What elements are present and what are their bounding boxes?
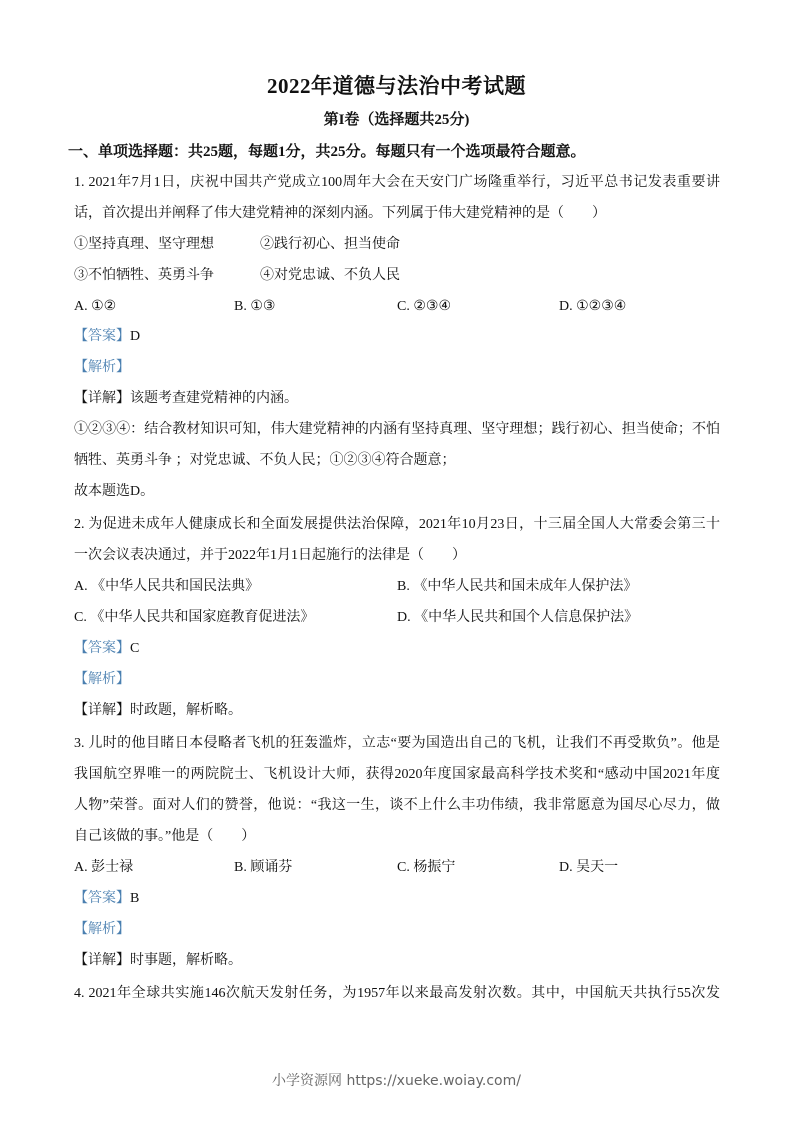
q1-statement-3: ③不怕牺牲、英勇斗争 (74, 268, 214, 283)
q2-option-b: B. 《中华人民共和国未成年人保护法》 (397, 579, 638, 594)
q1-statement-1: ①坚持真理、坚守理想 (74, 237, 214, 252)
q2-answer (74, 639, 139, 659)
q3-detail (74, 951, 242, 971)
q2-stem-line-2: 一次会议表决通过，并于2022年1月1日起施行的法律是（ ） (74, 548, 466, 563)
q1-detail-line-4: 故本题选D。 (74, 484, 155, 499)
q2-option-d: D. 《中华人民共和国个人信息保护法》 (397, 610, 639, 625)
q1-analysis-label: 【解析】 (74, 360, 130, 375)
q2-detail (74, 701, 242, 721)
q4-stem-line-1: 4. 2021年全球共实施146次航天发射任务，为1957年以来最高发射次数。其中，中国航天共执行55次发 (74, 986, 720, 1001)
answer-value: C (130, 641, 140, 656)
answer-label: 【答案】 (74, 641, 130, 656)
page-title: 2022年道德与法治中考试题 (267, 74, 526, 98)
answer-value: D (130, 329, 141, 344)
q1-detail-line-1: 该题考查建党精神的内涵。 (130, 391, 298, 406)
q1-detail-line-2: ①②③④：结合教材知识可知，伟大建党精神的内涵有坚持真理、坚守理想；践行初心、担当使命；不怕 (74, 422, 720, 437)
answer-label: 【答案】 (74, 891, 130, 906)
answer-label: 【答案】 (74, 329, 130, 344)
q2-option-a: A. 《中华人民共和国民法典》 (74, 579, 260, 594)
detail-label: 【详解】 (74, 391, 130, 406)
q2-option-c: C. 《中华人民共和国家庭教育促进法》 (74, 610, 315, 625)
q3-stem-line-1: 3. 儿时的他目睹日本侵略者飞机的狂轰滥炸，立志“要为国造出自己的飞机，让我们不再受欺负”。他是 (74, 736, 720, 751)
q1-option-a: A. ①② (74, 299, 117, 314)
detail-label: 【详解】 (74, 703, 130, 718)
q3-answer (74, 889, 139, 909)
q3-stem-line-3: 人物”荣誉。面对人们的赞誉，他说：“我这一生，谈不上什么丰功伟绩，我非常愿意为国尽心尽力，做 (74, 798, 720, 813)
q2-analysis-label: 【解析】 (74, 672, 130, 687)
q1-stem-line-1: 1. 2021年7月1日，庆祝中国共产党成立100周年大会在天安门广场隆重举行，习近平总书记发表重要讲 (74, 175, 720, 190)
q1-statement-2: ②践行初心、担当使命 (260, 237, 400, 252)
q3-stem-line-2: 我国航空界唯一的两院院士、飞机设计大师，获得2020年度国家最高科学技术奖和“感动中国2021年度 (74, 767, 720, 782)
q3-option-a: A. 彭士禄 (74, 860, 134, 875)
q3-stem-line-4: 自己该做的事。”他是（ ） (74, 829, 256, 844)
q1-statement-4: ④对党忠诚、不负人民 (260, 268, 400, 283)
q3-detail-line-1: 时事题，解析略。 (130, 953, 242, 968)
q1-answer (74, 327, 140, 347)
q2-stem-line-1: 2. 为促进未成年人健康成长和全面发展提供法治保障，2021年10月23日，十三届全国人大常委会第三十 (74, 517, 720, 532)
page-subtitle: 第I卷（选择题共25分) (323, 112, 470, 128)
q1-option-b: B. ①③ (234, 299, 276, 314)
q1-option-d: D. ①②③④ (559, 299, 627, 314)
answer-value: B (130, 891, 140, 906)
q3-option-c: C. 杨振宁 (397, 860, 456, 875)
q3-analysis-label: 【解析】 (74, 922, 130, 937)
q3-option-d: D. 吴天一 (559, 860, 619, 875)
q2-detail-line-1: 时政题，解析略。 (130, 703, 242, 718)
detail-label: 【详解】 (74, 953, 130, 968)
q1-option-c: C. ②③④ (397, 299, 451, 314)
q3-option-b: B. 顾诵芬 (234, 860, 293, 875)
footer-watermark[interactable]: 小学资源网 https://xueke.woiay.com/ (272, 1073, 521, 1089)
q1-detail-line-3: 牺牲、英勇斗争 ；对党忠诚、不负人民；①②③④符合题意； (74, 453, 456, 468)
section-heading: 一、单项选择题：共25题，每题1分，共25分。每题只有一个选项最符合题意。 (68, 144, 586, 160)
q1-stem-line-2: 话，首次提出并阐释了伟大建党精神的深刻内涵。下列属于伟大建党精神的是（ ） (74, 206, 606, 221)
q1-detail (74, 389, 298, 409)
